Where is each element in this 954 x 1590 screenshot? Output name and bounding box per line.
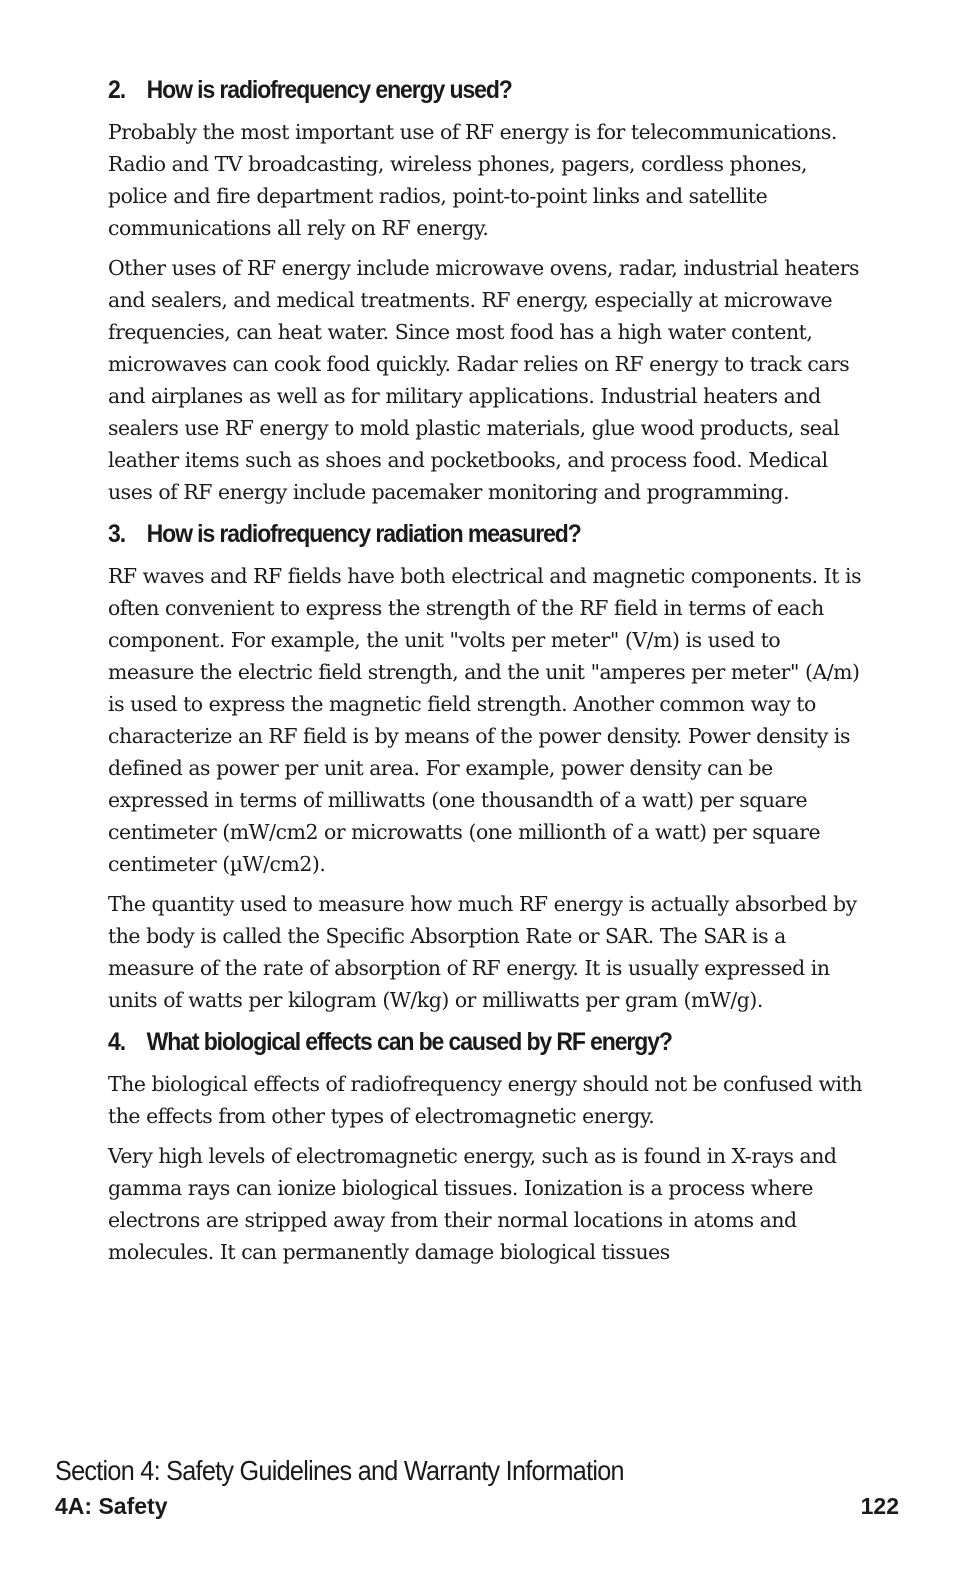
section-heading-text: How is radiofrequency radiation measured?	[146, 520, 581, 548]
paragraph: Probably the most important use of RF energy is for telecommunications. Radio and TV broadcasting, wireless phones, pagers, cordless phones, police and fire department radios, point-to-point links and satellite communications all rely on RF energy.	[108, 120, 837, 240]
section-heading-text: What biological effects can be caused by RF energy?	[146, 1028, 672, 1056]
footer-section-title: Section 4: Safety Guidelines and Warranty Information	[55, 1455, 624, 1486]
paragraph: RF waves and RF fields have both electrical and magnetic components. It is often convenient to express the strength of the RF field in terms of each component. For example, the unit "volts per meter" (V/m) is used to measure the electric field strength, and the unit "amperes per meter" (A/m) is used to express the magnetic field strength. Another common way to characterize an RF field is by means of the power density. Power density is defined as power per unit area. For example, power density can be expressed in terms of milliwatts (one thousandth of a watt) per square centimeter (mW/cm2 or microwatts (one millionth of a watt) per square centimeter (µW/cm2).	[108, 564, 862, 876]
section-heading-text: How is radiofrequency energy used?	[146, 76, 512, 104]
page-number: 122	[860, 1493, 899, 1519]
section-number: 2.	[108, 76, 125, 104]
page-content	[108, 72, 868, 1276]
section-number: 4.	[108, 1028, 125, 1056]
paragraph: The biological effects of radiofrequency energy should not be confused with the effects from other types of electromagnetic energy.	[108, 1072, 863, 1128]
section-heading-4	[108, 1024, 807, 1060]
section-heading-2	[108, 72, 807, 108]
footer-subsection: 4A: Safety	[55, 1493, 168, 1519]
section-heading-3	[108, 516, 807, 552]
paragraph: Other uses of RF energy include microwave ovens, radar, industrial heaters and sealers, and medical treatments. RF energy, especially at microwave frequencies, can heat water. Since most food has a high water content, microwaves can cook food quickly. Radar relies on RF energy to track cars and airplanes as well as for military applications. Industrial heaters and sealers use RF energy to mold plastic materials, glue wood products, seal leather items such as shoes and pocketbooks, and process food. Medical uses of RF energy include pacemaker monitoring and programming.	[108, 256, 860, 504]
paragraph: Very high levels of electromagnetic energy, such as is found in X-rays and gamma rays can ionize biological tissues. Ionization is a process where electrons are stripped away from their normal locations in atoms and molecules. It can permanently damage biological tissues	[108, 1144, 837, 1264]
paragraph: The quantity used to measure how much RF energy is actually absorbed by the body is called the Specific Absorption Rate or SAR. The SAR is a measure of the rate of absorption of RF energy. It is usually expressed in units of watts per kilogram (W/kg) or milliwatts per gram (mW/g).	[108, 892, 857, 1012]
section-number: 3.	[108, 520, 125, 548]
